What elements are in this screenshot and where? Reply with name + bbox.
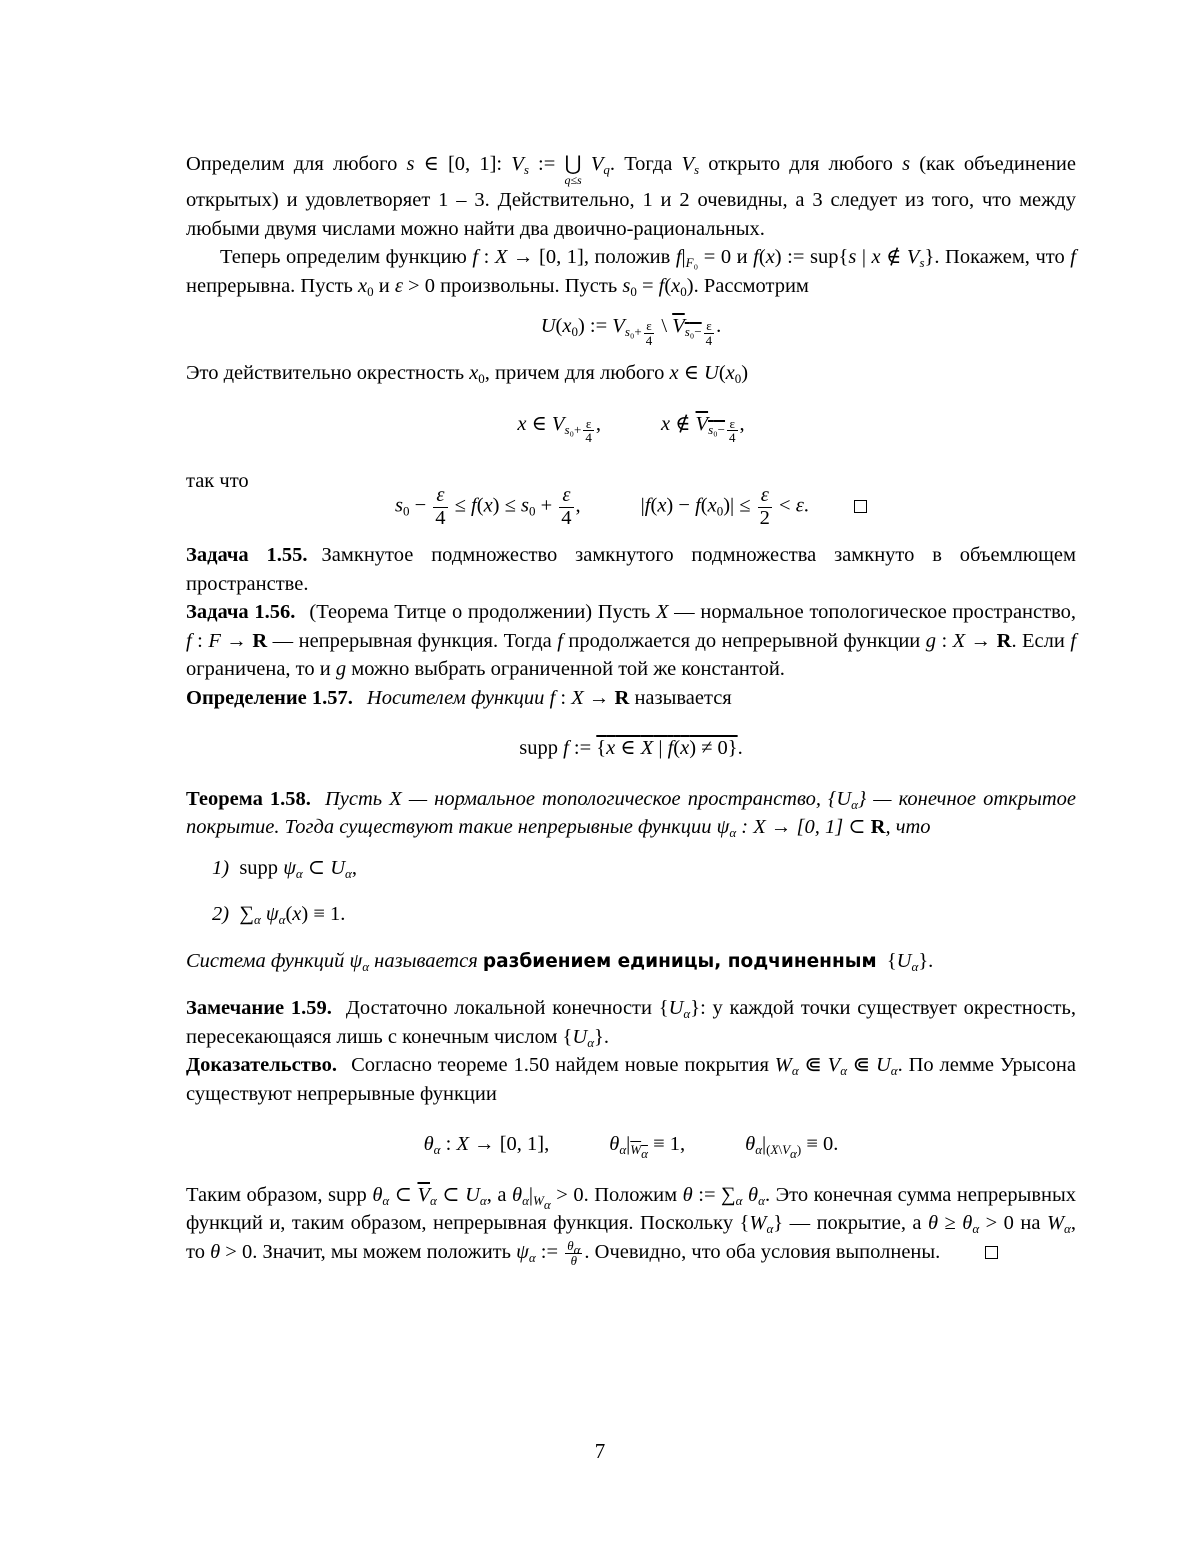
- formula-estimate: $s_0$ − $\frac{\varepsilon}{4}$ ≤ $f(x) \le s_0$ + $\frac{\varepsilon}{4}$ , $|f(x) - f(x_0)|$ ≤ $\frac{\varepsilon}{2}$ < ε.: [186, 485, 1076, 529]
- proof-conclusion: Таким образом, supp $\theta_\alpha$ ⊂ $\overline{V}_\alpha$ ⊂ $U_\alpha$, а $\theta_\alpha|_{W_\alpha} > 0$. Положим θ := $\sum_\alpha$ $\theta_\alpha$. Это конечная сумма непрерывных функций и, таким образом, непрерывная функция. Поскольку $\{W_\alpha\}$ — покрытие, а $\theta \ge \theta_\alpha > 0$ на $W_\alpha$, то θ > 0. Значит, мы можем положить $\psi_\alpha$ := $\frac{\theta_\alpha}{\theta}$ . Очевидно, что оба условия выполнены.: [186, 1183, 1077, 1268]
- formula-membership: x ∈ $V_{s_0+ \frac{\varepsilon}{4}}$ , x ∉ $V_{s_0- \frac{\varepsilon}{4}}$ ,: [517, 412, 745, 446]
- theorem-conditions: [212, 854, 1076, 929]
- theorem-1-58: Теорема 1.58. Пусть X — нормальное топологическое пространство, $\{U_\alpha\}$ — конечное открытое покрытие. Тогда существуют такие непрерывные функции $\psi_\alpha$ : X → [0, 1] ⊂ R, что: [186, 787, 1077, 841]
- partition-of-unity-definition: Система функций $\psi_\alpha$ называется разбиением единицы, подчиненным $\{U_\alpha\}$.: [186, 949, 934, 974]
- paragraph-define-vs: Определим для любого s ∈ [0, 1]: $V_s$ := ⋃ q≤s $V_q$. Тогда $V_s$ открыто для любого s (как объединение открытых) и удовлетворяет 1 – 3. Действительно, 1 и 2 очевидны, а 3 следует из того, что между любыми двумя числами можно найти два двоично-рациональных.: [186, 152, 1077, 240]
- qed-icon: [985, 1246, 998, 1259]
- formula-support: supp f := {x ∈ X | f(x) ≠ 0}.: [519, 737, 743, 760]
- definition-1-57: Определение 1.57. Носителем функции f : X → R называется: [186, 686, 732, 709]
- proof-paragraph: Доказательство. Согласно теореме 1.50 найдем новые покрытия $W_\alpha$ ⋐ $V_\alpha$ ⋐ $U_\alpha$. По лемме Урысона существуют непрерывные функции: [186, 1054, 1076, 1105]
- task-1-56: Задача 1.56. (Теорема Титце о продолжении) Пусть X — нормальное топологическое пространство, f : F → R — непрерывная функция. Тогда f продолжается до непрерывной функции g : X → R. Если f ограничена, то и g можно выбрать ограниченной той же константой.: [186, 601, 1077, 681]
- page-body: [186, 150, 1076, 1267]
- formula-urysohn-functions: $\theta_\alpha$ : X → [0, 1], $\theta_\alpha|_{W_\alpha} \equiv 1$, $\theta_\alpha|_{(X\backslash V_\alpha)} \equiv 0$.: [423, 1133, 839, 1162]
- page-number: 7: [594, 1439, 606, 1463]
- condition-1: 1) supp $\psi_\alpha$ ⊂ $U_\alpha$,: [212, 856, 357, 881]
- paragraph-define-f: Теперь определим функцию f : X → [0, 1], положив $f|_{F_0} = 0$ и f(x) := sup{s | x ∉ $V_s$}. Покажем, что f непрерывна. Пусть $x_0$ и ε > 0 произвольны. Пусть $s_0 = f(x_0)$. Рассмотрим: [186, 246, 1076, 299]
- remark-1-59: Замечание 1.59. Достаточно локальной конечности $\{U_\alpha\}$: у каждой точки существует окрестность, пересекающаяся лишь с конечным числом $\{U_\alpha\}$.: [186, 997, 1076, 1050]
- paragraph-neighborhood: Это действительно окрестность $x_0$, причем для любого x ∈ $U(x_0)$: [186, 362, 749, 387]
- formula-neighborhood: $U(x_0)$ := $V_{s_0+ \frac{\varepsilon}{4}}$ \ $V_{s_0- \frac{\varepsilon}{4}}$ .: [540, 315, 722, 348]
- paragraph-so-that: так что: [186, 469, 249, 492]
- condition-2: 2) $\sum_\alpha$ $\psi_\alpha(x) \equiv 1$.: [212, 903, 346, 928]
- qed-icon: [854, 500, 867, 513]
- task-1-55: Задача 1.55. Замкнутое подмножество замкнутого подмножества замкнуто в объемлющем пространстве.: [186, 544, 1076, 595]
